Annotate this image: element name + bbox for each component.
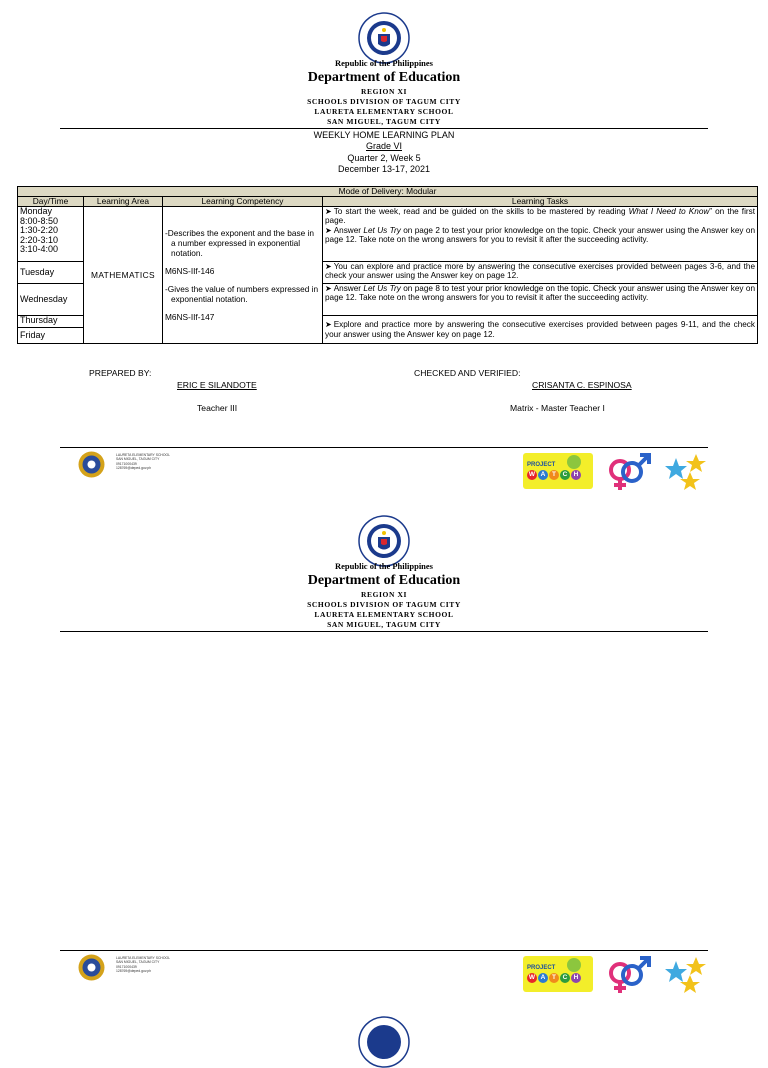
smiley-icon xyxy=(567,455,581,469)
col-header-learning-area: Learning Area xyxy=(84,197,163,207)
task-4-emphasis: Let Us Try xyxy=(363,284,401,293)
footer-divider xyxy=(60,950,708,951)
region-label: REGION XI xyxy=(360,590,408,599)
checked-by-label: CHECKED AND VERIFIED: xyxy=(414,368,521,378)
stars-logo-icon xyxy=(662,955,708,995)
task-1-text: To start the week, read and be guided on the skills to be mastered by reading xyxy=(333,207,629,216)
department-title: Department of Education xyxy=(307,70,461,85)
learning-plan-table xyxy=(17,186,758,344)
watch-letters xyxy=(527,973,581,983)
checked-by-title: Matrix - Master Teacher I xyxy=(510,403,605,413)
footer-phone: 09171000439 xyxy=(116,461,137,466)
task-1 xyxy=(325,207,755,226)
prepared-by-name: ERIC E SILANDOTE xyxy=(177,380,257,390)
footer-contact xyxy=(116,956,170,973)
division-label: SCHOOLS DIVISION OF TAGUM CITY xyxy=(307,97,461,106)
plan-title: WEEKLY HOME LEARNING PLAN xyxy=(313,130,455,140)
task-5 xyxy=(325,320,755,339)
task-cell-monday xyxy=(323,207,758,262)
stars-logo-icon xyxy=(662,452,708,492)
deped-seal-icon xyxy=(358,12,410,64)
day-monday: Monday xyxy=(20,206,53,216)
footer-phone: 09171000439 xyxy=(116,964,137,969)
task-cell-wednesday xyxy=(323,284,758,316)
task-cell-tuesday xyxy=(323,262,758,284)
task-3-text: You can explore and practice more by answering the consecutive exercises provided between pages 3-6, and the check your answer using the Answer key on page 12. xyxy=(325,262,755,281)
competency-2: -Gives the value of numbers expressed in exponential notation. xyxy=(165,284,319,304)
time-slot: 1:30-2:20 xyxy=(20,225,59,235)
task-4-text: Answer xyxy=(333,284,364,293)
prepared-by-title: Teacher III xyxy=(197,403,238,413)
task-2-text-end: on page 2 to test your prior knowledge on the topic. Check your answer using the Answer key on page 12. Take note on the wrong answers for you to revisit it after the succeeding activity. xyxy=(325,225,755,244)
division-label: SCHOOLS DIVISION OF TAGUM CITY xyxy=(307,600,461,609)
footer-email: 128769@deped.gov.ph xyxy=(116,968,152,973)
col-header-learning-competency: Learning Competency xyxy=(163,197,323,207)
time-slot: 2:20-3:10 xyxy=(20,234,59,245)
competency-1: -Describes the exponent and the base in a number expressed in exponential notation. xyxy=(165,228,314,258)
gender-symbol-icon xyxy=(602,955,654,995)
task-2-emphasis: Let Us Try xyxy=(363,225,401,235)
smiley-icon xyxy=(567,958,581,972)
competency-code-1: M6NS-IIf-146 xyxy=(165,266,215,276)
plan-grade xyxy=(0,141,768,152)
address-label: SAN MIGUEL, TAGUM CITY xyxy=(327,620,441,629)
footer-contact xyxy=(116,453,170,470)
competency-code-2: M6NS-IIf-147 xyxy=(165,312,215,322)
project-watch-logo xyxy=(523,956,593,992)
plan-dates: December 13-17, 2021 xyxy=(337,164,431,174)
footer-divider xyxy=(60,447,708,448)
task-1-text-end: ” on the first page. xyxy=(325,207,755,226)
learning-area-cell: MATHEMATICS xyxy=(84,207,163,344)
time-slot: 8:00-8:50 xyxy=(20,215,59,226)
watch-letter: W xyxy=(528,974,536,981)
day-monday-cell xyxy=(18,207,84,262)
watch-letter: C xyxy=(560,470,570,480)
department-title: Department of Education xyxy=(307,573,461,588)
school-seal-icon xyxy=(78,954,105,981)
school-label: LAURETA ELEMENTARY SCHOOL xyxy=(314,610,454,619)
arrow-bullet-icon: ➤ xyxy=(325,262,332,271)
region-label: REGION XI xyxy=(360,87,408,96)
project-watch-logo xyxy=(523,453,593,489)
watch-letter: W xyxy=(528,471,536,478)
address-label: SAN MIGUEL, TAGUM CITY xyxy=(327,117,441,126)
task-3 xyxy=(325,262,755,281)
school-seal-icon xyxy=(78,451,105,478)
footer-address: SAN MIGUEL, TAGUM CITY xyxy=(116,457,160,462)
watch-letter: A xyxy=(538,470,548,480)
day-thursday: Thursday xyxy=(18,316,84,328)
arrow-bullet-icon: ➤ xyxy=(325,225,332,235)
footer-email: 128769@deped.gov.ph xyxy=(116,465,152,470)
competency-1-text: Describes the exponent and the base in a number expressed in exponential notation. xyxy=(167,228,314,258)
school-label: LAURETA ELEMENTARY SCHOOL xyxy=(314,107,454,116)
footer-address: SAN MIGUEL, TAGUM CITY xyxy=(116,960,160,965)
col-header-day-time: Day/Time xyxy=(18,197,84,207)
task-2 xyxy=(325,226,755,245)
footer-school: LAURETA ELEMENTARY SCHOOL xyxy=(116,956,171,960)
watch-letter: A xyxy=(538,973,548,983)
day-wednesday: Wednesday xyxy=(18,284,84,316)
gender-symbol-icon xyxy=(602,452,654,492)
task-5-text: Explore and practice more by answering the consecutive exercises provided between pages 9-11, and the check your answer using the Answer key on page 12. xyxy=(325,320,755,339)
prepared-by-label: PREPARED BY: xyxy=(89,368,152,378)
col-header-learning-tasks: Learning Tasks xyxy=(323,197,758,207)
watch-letter: H xyxy=(571,470,581,480)
project-label: PROJECT xyxy=(527,965,556,971)
task-1-emphasis: What I Need to Know xyxy=(628,207,710,216)
checked-by-name: CRISANTA C. ESPINOSA xyxy=(532,380,632,390)
task-4-text-end: on page 8 to test your prior knowledge on the topic. Check your answer using the Answer key on page 12. Take note on the wrong answers for you to revisit it after the succeeding activity. xyxy=(325,284,755,303)
republic-label: Republic of the Philippines xyxy=(334,58,433,68)
grade-label: Grade VI xyxy=(365,141,403,151)
header-divider xyxy=(60,631,708,632)
task-4 xyxy=(325,284,755,303)
header-divider xyxy=(60,128,708,129)
time-slot: 3:10-4:00 xyxy=(20,244,59,254)
day-tuesday: Tuesday xyxy=(18,262,84,284)
watch-letter: C xyxy=(560,973,570,983)
footer-school: LAURETA ELEMENTARY SCHOOL xyxy=(116,453,171,457)
competency-2-text: Gives the value of numbers expressed in exponential notation. xyxy=(167,284,319,304)
mode-of-delivery: Mode of Delivery: Modular xyxy=(18,187,758,197)
watch-letter: T xyxy=(549,973,559,983)
task-2-text: Answer xyxy=(333,225,364,235)
arrow-bullet-icon: ➤ xyxy=(325,320,332,330)
arrow-bullet-icon: ➤ xyxy=(325,284,332,293)
learning-competency-cell xyxy=(163,207,323,344)
watch-letter: H xyxy=(571,973,581,983)
watch-letters xyxy=(527,470,581,480)
task-cell-thursday-friday xyxy=(323,316,758,344)
day-friday: Friday xyxy=(18,328,84,344)
plan-quarter-week: Quarter 2, Week 5 xyxy=(347,153,421,163)
republic-label: Republic of the Philippines xyxy=(334,561,433,571)
watch-letter: T xyxy=(549,470,559,480)
arrow-bullet-icon: ➤ xyxy=(325,207,332,216)
deped-seal-icon xyxy=(358,515,410,567)
project-label: PROJECT xyxy=(527,462,556,468)
